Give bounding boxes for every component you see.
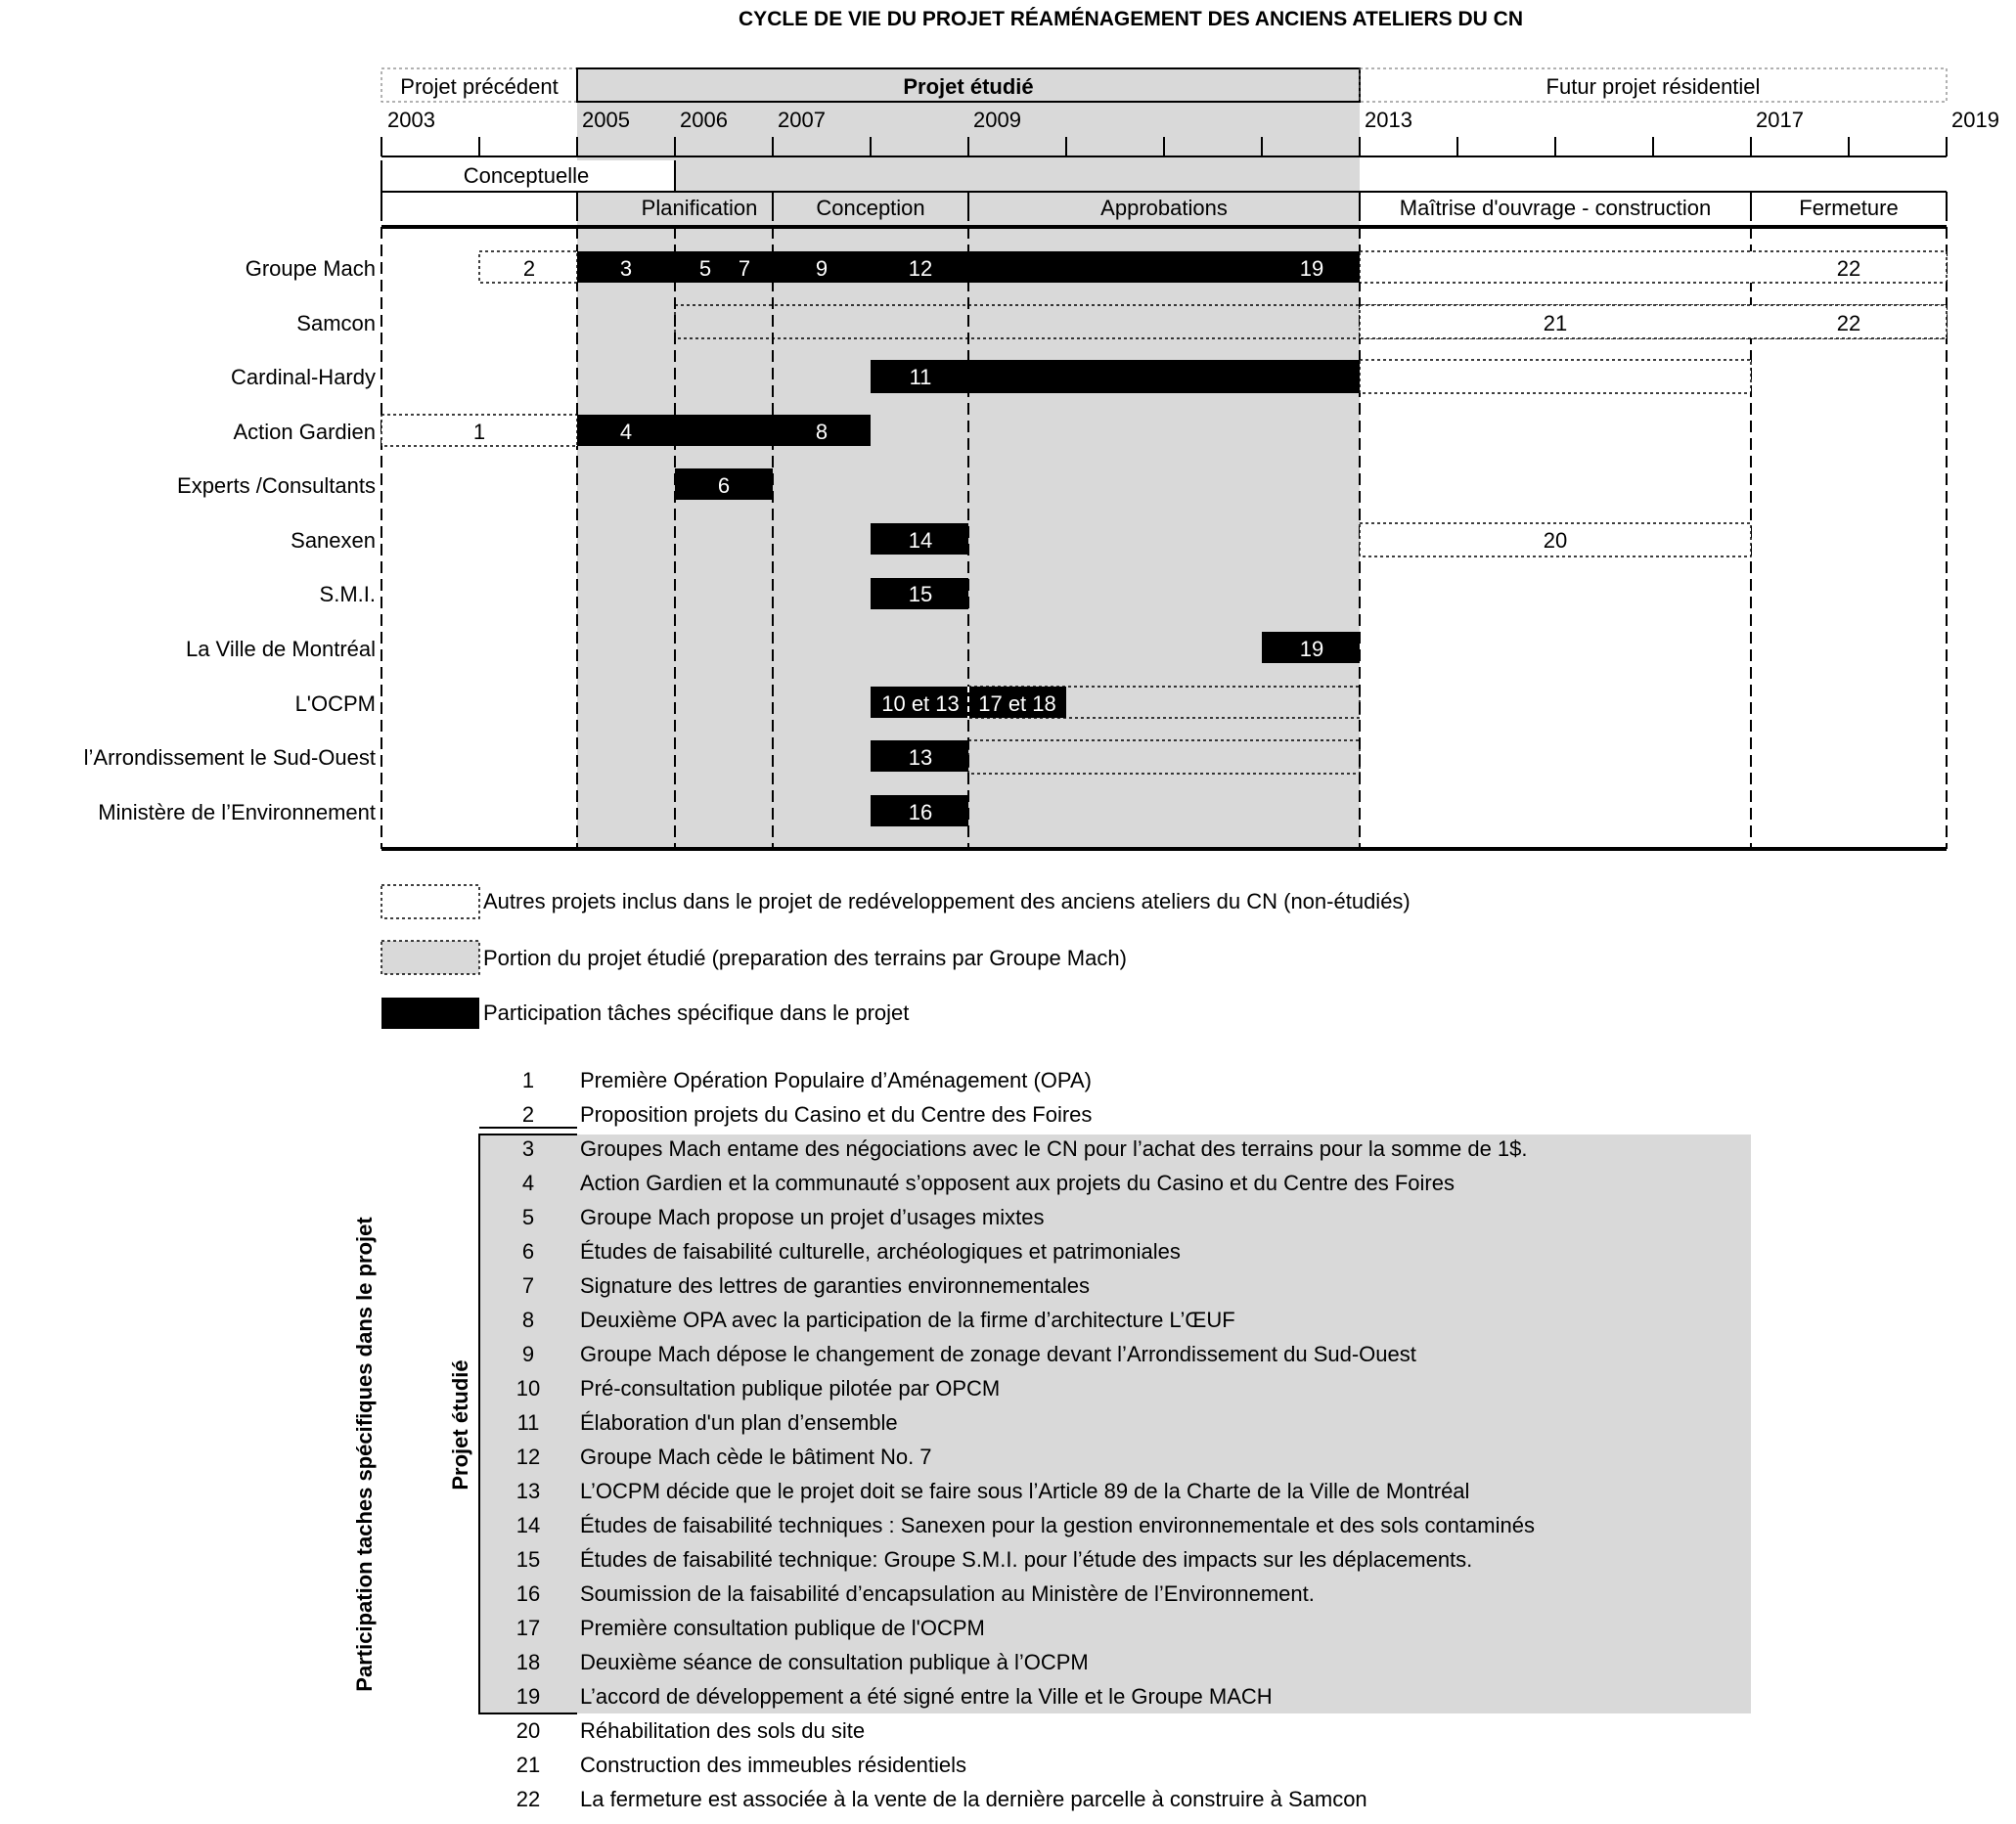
legend-label: Portion du projet étudié (preparation des terrains par Groupe Mach) (483, 946, 1127, 970)
task-number: 5 (521, 1205, 535, 1229)
task-number: 9 (521, 1342, 535, 1366)
task-description: Groupe Mach cède le bâtiment No. 7 (580, 1445, 932, 1469)
bar-label: 1 (472, 420, 486, 444)
task-number: 4 (521, 1171, 535, 1195)
task-description: Études de faisabilité technique: Groupe S.M.I. pour l’étude des impacts sur les déplacements. (580, 1547, 1473, 1572)
actor-label: Experts /Consultants (177, 473, 376, 498)
actor-label: La Ville de Montréal (185, 637, 376, 661)
bar-label: 3 (619, 256, 633, 281)
task-number: 22 (515, 1787, 541, 1811)
task-description: Construction des immeubles résidentiels (580, 1753, 966, 1777)
year-label: 2003 (387, 108, 435, 132)
vertical-label-studied-project: Projet étudié (448, 1359, 472, 1490)
task-description: Études de faisabilité techniques : Sanexen pour la gestion environnementale et des sols contaminés (580, 1513, 1535, 1537)
bar-label: 8 (815, 420, 829, 444)
bar-label: 5 (698, 256, 712, 281)
future-project-label: Futur projet résidentiel (1546, 74, 1761, 99)
task-number: 20 (515, 1718, 541, 1743)
task-description: Groupe Mach dépose le changement de zonage devant l’Arrondissement du Sud-Ouest (580, 1342, 1416, 1366)
phase-maitrise-ouvrage: Maîtrise d'ouvrage - construction (1399, 196, 1712, 220)
task-description: Première consultation publique de l'OCPM (580, 1616, 985, 1640)
task-description: Première Opération Populaire d’Aménagement (OPA) (580, 1068, 1092, 1092)
actor-label: Groupe Mach (245, 256, 376, 281)
phase-conception: Conception (816, 196, 925, 220)
task-description: Élaboration d'un plan d’ensemble (580, 1410, 898, 1435)
task-number: 17 (515, 1616, 541, 1640)
actor-label: Ministère de l’Environnement (98, 800, 376, 824)
task-number: 2 (521, 1102, 535, 1127)
bar-label: 20 (1543, 528, 1568, 553)
bar-label: 12 (908, 256, 933, 281)
phase-fermeture: Fermeture (1799, 196, 1899, 220)
vertical-label-participation: Participation taches spécifiques dans le projet (352, 1217, 377, 1692)
bar-label: 9 (815, 256, 829, 281)
year-label: 2017 (1756, 108, 1804, 132)
diagram-title: CYCLE DE VIE DU PROJET RÉAMÉNAGEMENT DES ANCIENS ATELIERS DU CN (739, 8, 1523, 30)
bar-label: 10 et 13 (881, 691, 960, 716)
actor-label: Action Gardien (233, 420, 376, 444)
bar-label: 15 (908, 582, 933, 606)
previous-project-label: Projet précédent (400, 74, 559, 99)
task-number: 18 (515, 1650, 541, 1674)
task-number: 6 (521, 1239, 535, 1264)
bar-label: 2 (522, 256, 536, 281)
task-number: 19 (515, 1684, 541, 1709)
bar-label: 11 (909, 365, 932, 389)
legend-swatch-other-projects (381, 885, 479, 918)
bar-label: 14 (908, 528, 933, 553)
task-description: Signature des lettres de garanties environnementales (580, 1273, 1090, 1298)
legend-swatch-studied-portion (381, 941, 479, 974)
bar-other-project (1360, 360, 1751, 393)
task-number: 21 (515, 1753, 541, 1777)
bar-label: 21 (1543, 311, 1568, 335)
actor-label: Cardinal-Hardy (231, 365, 376, 389)
bar-label: 6 (717, 473, 731, 498)
year-label: 2009 (973, 108, 1021, 132)
task-number: 3 (521, 1136, 535, 1161)
phase-conceptuelle: Conceptuelle (463, 163, 590, 188)
bar-task (871, 360, 1360, 393)
task-number: 13 (515, 1479, 541, 1503)
bar-label: 22 (1836, 256, 1861, 281)
bar-label: 17 et 18 (978, 691, 1056, 716)
task-number: 10 (515, 1376, 541, 1401)
year-label: 2013 (1365, 108, 1412, 132)
task-description: L’OCPM décide que le projet doit se faire sous l’Article 89 de la Charte de la Ville de Montréal (580, 1479, 1470, 1503)
task-number: 11 (516, 1410, 540, 1435)
task-description: Action Gardien et la communauté s’opposent aux projets du Casino et du Centre des Foires (580, 1171, 1455, 1195)
task-description: Soumission de la faisabilité d’encapsulation au Ministère de l’Environnement. (580, 1581, 1315, 1606)
bar-label: 16 (908, 800, 933, 824)
task-description: Réhabilitation des sols du site (580, 1718, 866, 1743)
task-description: Deuxième séance de consultation publique à l’OCPM (580, 1650, 1089, 1674)
bar-label: 7 (738, 256, 751, 281)
bar-task (577, 251, 1360, 283)
studied-project-label: Projet étudié (903, 74, 1034, 99)
task-description: Pré-consultation publique pilotée par OPCM (580, 1376, 1001, 1401)
task-description: Deuxième OPA avec la participation de la firme d’architecture L’ŒUF (580, 1308, 1235, 1332)
legend-swatch-task (381, 998, 479, 1029)
year-label: 2019 (1951, 108, 1999, 132)
bar-label: 13 (908, 745, 933, 770)
task-number: 12 (515, 1445, 541, 1469)
task-number: 1 (521, 1068, 535, 1092)
phase-approbations: Approbations (1100, 196, 1228, 220)
task-description: L’accord de développement a été signé entre la Ville et le Groupe MACH (580, 1684, 1273, 1709)
bar-label: 19 (1299, 256, 1324, 281)
year-label: 2007 (778, 108, 826, 132)
phase-planification: Planification (641, 196, 758, 220)
bar-label: 19 (1299, 637, 1324, 661)
legend-label: Autres projets inclus dans le projet de redéveloppement des anciens ateliers du CN (non-étudiés) (483, 889, 1411, 913)
task-number: 7 (521, 1273, 535, 1298)
task-description: Groupes Mach entame des négociations avec le CN pour l’achat des terrains pour la somme de 1$. (580, 1136, 1528, 1161)
actor-label: l’Arrondissement le Sud-Ouest (83, 745, 376, 770)
task-description: Études de faisabilité culturelle, archéologiques et patrimoniales (580, 1239, 1181, 1264)
actor-label: Samcon (296, 311, 376, 335)
task-number: 15 (515, 1547, 541, 1572)
task-number: 16 (515, 1581, 541, 1606)
actor-label: S.M.I. (319, 582, 376, 606)
legend-label: Participation tâches spécifique dans le projet (483, 1001, 910, 1025)
bar-label: 22 (1836, 311, 1861, 335)
task-number: 8 (521, 1308, 535, 1332)
task-description: Groupe Mach propose un projet d’usages mixtes (580, 1205, 1045, 1229)
task-number: 14 (515, 1513, 541, 1537)
year-label: 2005 (582, 108, 630, 132)
task-description: Proposition projets du Casino et du Centre des Foires (580, 1102, 1093, 1127)
actor-label: Sanexen (291, 528, 376, 553)
actor-label: L'OCPM (294, 691, 376, 716)
year-label: 2006 (680, 108, 728, 132)
task-description: La fermeture est associée à la vente de la dernière parcelle à construire à Samcon (580, 1787, 1367, 1811)
bar-label: 4 (619, 420, 633, 444)
